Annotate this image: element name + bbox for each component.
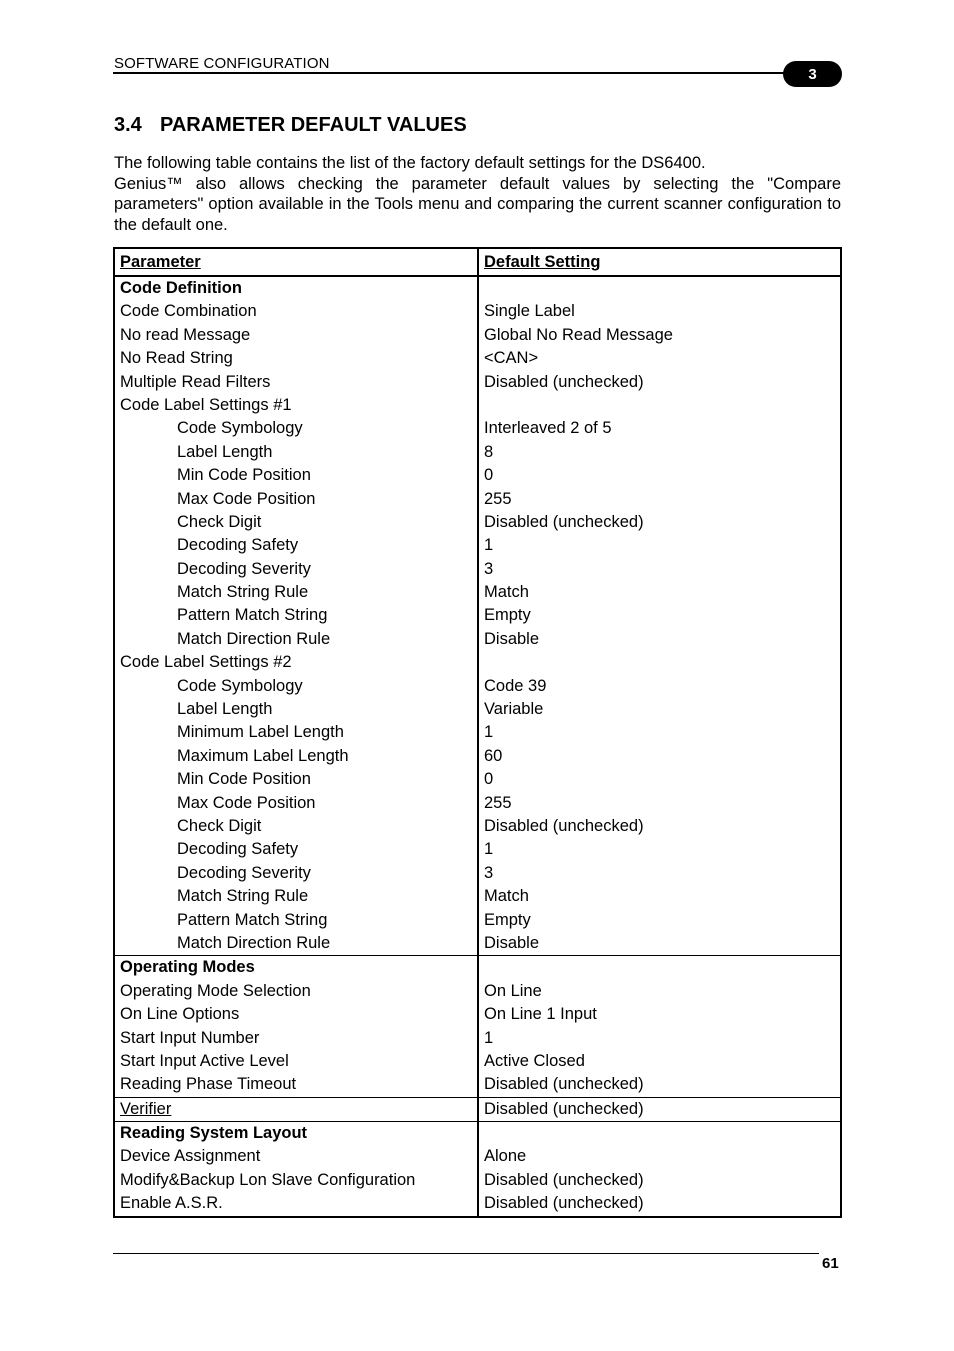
default-value: 1 [484, 536, 494, 555]
param-name: Reading Phase Timeout [120, 1075, 297, 1094]
default-value: 255 [484, 489, 512, 508]
param-name: Start Input Number [120, 1028, 260, 1047]
default-value: On Line 1 Input [484, 1005, 597, 1024]
default-value: On Line [484, 981, 542, 1000]
group-title: Reading System Layout [120, 1124, 308, 1143]
default-value: 3 [484, 559, 494, 578]
default-value: 1 [484, 723, 494, 742]
param-name: Match String Rule [177, 583, 309, 602]
param-name: Match String Rule [177, 887, 309, 906]
param-name: No Read String [120, 349, 233, 368]
param-name: Pattern Match String [177, 606, 328, 625]
param-name: On Line Options [120, 1005, 240, 1024]
param-name: Verifier [120, 1099, 172, 1118]
param-name: Max Code Position [177, 793, 316, 812]
default-value: Disable [484, 933, 540, 952]
col-header-parameter: Parameter [114, 248, 478, 276]
param-name: Min Code Position [177, 466, 311, 485]
default-value: <CAN> [484, 349, 539, 368]
param-subgroup: Code Label Settings #1 [120, 395, 292, 414]
param-name: Code Combination [120, 302, 257, 321]
parameter-defaults-table [113, 247, 842, 1218]
default-value: Disabled (unchecked) [484, 1194, 644, 1213]
default-value [484, 394, 835, 417]
default-value: Code 39 [484, 676, 547, 695]
param-name: Maximum Label Length [177, 746, 349, 765]
intro-line: The following table contains the list of the factory default settings for the DS6400. [114, 154, 706, 172]
footer-rule [113, 1253, 819, 1254]
param-name: Decoding Severity [177, 863, 311, 882]
default-value [484, 651, 835, 674]
param-subgroup: Code Label Settings #2 [120, 653, 292, 672]
group-title: Code Definition [120, 279, 242, 297]
chapter-badge: 3 [783, 61, 842, 87]
default-cell [478, 1097, 841, 1121]
default-value [484, 1122, 835, 1145]
param-name: Label Length [177, 442, 273, 461]
param-name: Device Assignment [120, 1147, 261, 1166]
default-value: Interleaved 2 of 5 [484, 419, 612, 438]
default-value: 0 [484, 770, 494, 789]
param-name: Max Code Position [177, 489, 316, 508]
param-cell [114, 956, 478, 1097]
default-value: Empty [484, 910, 531, 929]
param-name: Label Length [177, 700, 273, 719]
default-value [484, 277, 835, 300]
default-cell [478, 956, 841, 1097]
default-value: 255 [484, 793, 512, 812]
param-name: Operating Mode Selection [120, 981, 311, 1000]
default-value: Disabled (unchecked) [484, 1075, 644, 1094]
param-name: Pattern Match String [177, 910, 328, 929]
param-name: Decoding Safety [177, 536, 299, 555]
group-operating-modes [114, 956, 841, 1097]
default-cell [478, 1122, 841, 1217]
default-value: Disable [484, 629, 540, 648]
param-name: Code Symbology [177, 419, 303, 438]
param-name: Decoding Severity [177, 559, 311, 578]
param-name: Minimum Label Length [177, 723, 344, 742]
default-value: Active Closed [484, 1051, 585, 1070]
default-value: 60 [484, 746, 503, 765]
default-value: Match [484, 583, 529, 602]
param-name: Decoding Safety [177, 840, 299, 859]
param-name: Multiple Read Filters [120, 372, 271, 391]
default-value: 0 [484, 466, 494, 485]
default-value: Empty [484, 606, 531, 625]
default-value: Alone [484, 1147, 527, 1166]
default-value: Disabled (unchecked) [484, 1099, 644, 1118]
default-value: Disabled (unchecked) [484, 512, 644, 531]
param-name: Check Digit [177, 512, 262, 531]
table-header-row [114, 248, 841, 276]
header-section-label: SOFTWARE CONFIGURATION [114, 55, 330, 72]
header-rule [113, 72, 795, 74]
param-name: Match Direction Rule [177, 933, 331, 952]
default-value: Match [484, 887, 529, 906]
intro-paragraph: Genius™ also allows checking the parameter default values by selecting the "Compare parameters" option available in the Tools menu and comparing the current scanner configuration to the default one. [114, 174, 841, 235]
param-name: Min Code Position [177, 770, 311, 789]
default-value: 3 [484, 863, 494, 882]
default-value: 8 [484, 442, 494, 461]
default-value [484, 956, 835, 979]
default-value: Single Label [484, 302, 575, 321]
group-title: Operating Modes [120, 958, 255, 977]
intro-text [114, 153, 841, 236]
group-verifier [114, 1097, 841, 1121]
default-value: 1 [484, 840, 494, 859]
param-name: Start Input Active Level [120, 1051, 289, 1070]
section-number: 3.4 [114, 114, 142, 136]
group-code-definition [114, 276, 841, 956]
col-header-default: Default Setting [478, 248, 841, 276]
default-cell [478, 276, 841, 956]
section-heading [114, 114, 467, 137]
param-name: Code Symbology [177, 676, 303, 695]
default-value: Variable [484, 700, 544, 719]
param-name: Match Direction Rule [177, 629, 331, 648]
param-name: Enable A.S.R. [120, 1194, 223, 1213]
default-value: 1 [484, 1028, 494, 1047]
default-value: Global No Read Message [484, 325, 673, 344]
default-value: Disabled (unchecked) [484, 1170, 644, 1189]
section-title: PARAMETER DEFAULT VALUES [160, 114, 467, 136]
group-reading-system-layout [114, 1122, 841, 1217]
param-name: Modify&Backup Lon Slave Configuration [120, 1170, 416, 1189]
default-value: Disabled (unchecked) [484, 816, 644, 835]
param-cell [114, 1097, 478, 1121]
param-name: No read Message [120, 325, 251, 344]
page-number: 61 [822, 1255, 839, 1272]
param-cell [114, 276, 478, 956]
param-name: Check Digit [177, 816, 262, 835]
default-value: Disabled (unchecked) [484, 372, 644, 391]
param-cell [114, 1122, 478, 1217]
